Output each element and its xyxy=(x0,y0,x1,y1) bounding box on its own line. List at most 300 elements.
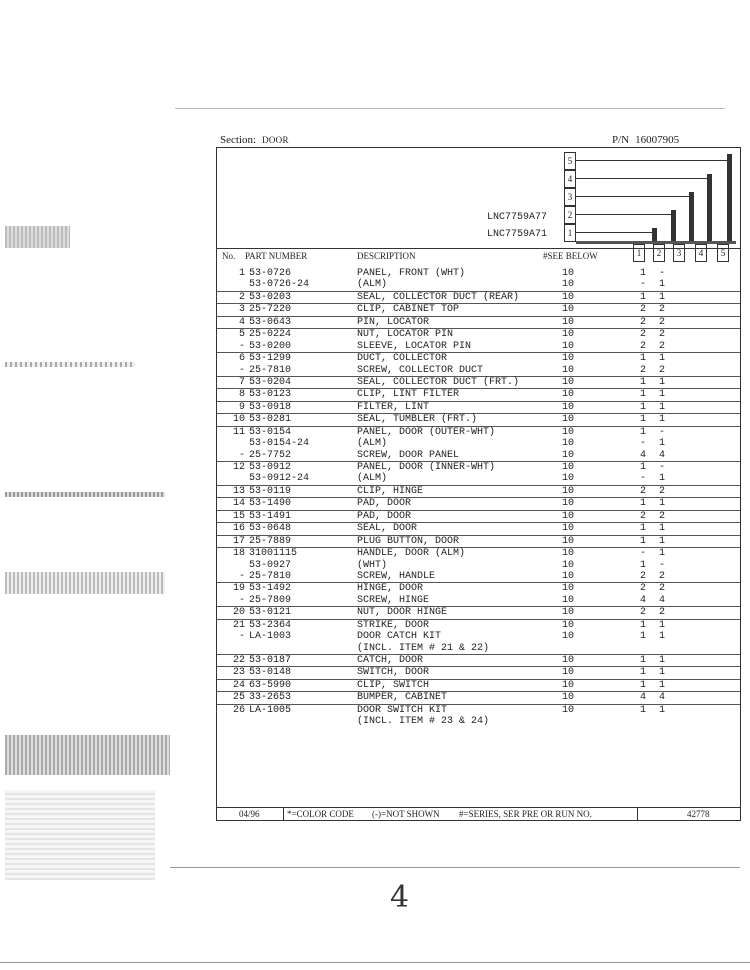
row-part-number: 25-7809 xyxy=(249,594,292,606)
footer-not-shown: (-)=NOT SHOWN xyxy=(372,809,440,819)
row-qty-1: 4 xyxy=(639,692,646,704)
row-see-below: 10 xyxy=(562,279,575,291)
row-item-number: 26 xyxy=(232,704,245,716)
col-header-description: DESCRIPTION xyxy=(357,251,416,261)
table-row xyxy=(217,279,740,290)
row-part-number: 53-0281 xyxy=(249,414,292,426)
row-qty-1: 1 xyxy=(639,376,646,388)
table-row xyxy=(217,461,740,473)
row-part-number: 25-7810 xyxy=(249,364,292,376)
row-see-below: 10 xyxy=(562,353,575,365)
row-see-below: 10 xyxy=(562,594,575,606)
row-part-number: 31001115 xyxy=(249,548,298,560)
row-description: (INCL. ITEM # 23 & 24) xyxy=(357,716,490,728)
row-description: SEAL, DOOR xyxy=(357,523,418,535)
row-qty-1: 1 xyxy=(639,353,646,365)
table-row xyxy=(217,316,740,328)
row-description: SEAL, TUMBLER (FRT.) xyxy=(357,414,478,426)
footer-divider xyxy=(637,808,638,820)
row-qty-1: 2 xyxy=(639,304,646,316)
row-item-number: 6 xyxy=(238,353,245,365)
row-see-below: 10 xyxy=(562,389,575,401)
row-part-number: 53-1299 xyxy=(249,353,292,365)
row-description: NUT, DOOR HINGE xyxy=(357,607,448,619)
row-description: CLIP, HINGE xyxy=(357,485,424,497)
row-item-number: - xyxy=(238,631,245,643)
row-qty-1: 1 xyxy=(639,401,646,413)
row-item-number: - xyxy=(238,594,245,606)
footer-doc-number: 42778 xyxy=(687,809,710,819)
col-header-see-below: #SEE BELOW xyxy=(543,251,598,261)
row-description: CLIP, SWITCH xyxy=(357,679,430,691)
row-description: PAD, DOOR xyxy=(357,510,412,522)
row-qty-2: 1 xyxy=(658,619,665,631)
step-bar xyxy=(707,174,712,244)
row-see-below: 10 xyxy=(562,426,575,438)
row-part-number: 53-0203 xyxy=(249,291,292,303)
row-part-number: 53-2364 xyxy=(249,619,292,631)
section-value: DOOR xyxy=(262,135,289,145)
row-qty-2: 1 xyxy=(658,376,665,388)
row-qty-1: - xyxy=(639,279,646,291)
table-row xyxy=(217,666,740,678)
row-see-below: 10 xyxy=(562,316,575,328)
row-part-number: 53-0726-24 xyxy=(249,279,310,291)
row-qty-1: 2 xyxy=(639,340,646,352)
table-row xyxy=(217,450,740,461)
row-item-number: 13 xyxy=(232,485,245,497)
scan-noise-4 xyxy=(5,572,165,594)
row-item-number: 8 xyxy=(238,389,245,401)
row-description: HANDLE, DOOR (ALM) xyxy=(357,548,466,560)
row-qty-2: 2 xyxy=(658,583,665,595)
row-part-number: LA-1005 xyxy=(249,704,292,716)
table-row xyxy=(217,522,740,534)
row-qty-1: - xyxy=(639,473,646,485)
table-row xyxy=(217,426,740,438)
table-row xyxy=(217,303,740,315)
table-row xyxy=(217,413,740,425)
row-description: (ALM) xyxy=(357,473,388,485)
row-qty-1: 1 xyxy=(639,462,646,473)
table-row xyxy=(217,268,740,279)
row-description: PANEL, DOOR (INNER-WHT) xyxy=(357,462,496,473)
pn-label: P/N xyxy=(612,134,630,146)
step-box: 2 xyxy=(564,206,576,224)
row-part-number: 53-0918 xyxy=(249,401,292,413)
row-qty-1: 2 xyxy=(639,329,646,341)
row-qty-2: 1 xyxy=(658,498,665,510)
table-row xyxy=(217,473,740,484)
row-qty-2: 1 xyxy=(658,414,665,426)
row-description: SLEEVE, LOCATOR PIN xyxy=(357,340,472,352)
row-qty-1: 1 xyxy=(639,535,646,547)
row-item-number: 18 xyxy=(232,548,245,560)
series-column-box: 3 xyxy=(673,244,685,262)
row-description: SEAL, COLLECTOR DUCT (FRT.) xyxy=(357,376,520,388)
row-see-below: 10 xyxy=(562,304,575,316)
table-row xyxy=(217,631,740,642)
row-item-number: 5 xyxy=(238,329,245,341)
section-label: Section: xyxy=(220,134,257,146)
row-description: PANEL, DOOR (OUTER-WHT) xyxy=(357,426,496,438)
row-item-number: 21 xyxy=(232,619,245,631)
row-qty-1: 2 xyxy=(639,607,646,619)
step-line xyxy=(576,196,691,197)
row-description: CATCH, DOOR xyxy=(357,655,424,666)
row-description: SCREW, HINGE xyxy=(357,594,430,606)
row-description: SEAL, COLLECTOR DUCT (REAR) xyxy=(357,291,520,303)
row-item-number: - xyxy=(238,364,245,376)
row-part-number: 53-0187 xyxy=(249,655,292,666)
table-row xyxy=(217,438,740,449)
scan-noise-6 xyxy=(5,790,155,880)
series-column-box: 1 xyxy=(633,244,645,262)
row-qty-1: 2 xyxy=(639,570,646,582)
row-item-number: 15 xyxy=(232,510,245,522)
row-part-number: 53-0200 xyxy=(249,340,292,352)
row-part-number: 53-0123 xyxy=(249,389,292,401)
footer-color-code: *=COLOR CODE xyxy=(287,809,354,819)
row-qty-1: 1 xyxy=(639,559,646,571)
scan-noise-1 xyxy=(5,226,70,248)
row-item-number: 1 xyxy=(238,268,245,279)
row-item-number: 4 xyxy=(238,316,245,328)
table-row xyxy=(217,485,740,497)
row-see-below: 10 xyxy=(562,631,575,643)
step-line xyxy=(576,178,709,179)
row-see-below: 10 xyxy=(562,291,575,303)
table-row xyxy=(217,401,740,413)
row-qty-1: 1 xyxy=(639,523,646,535)
row-qty-1: 2 xyxy=(639,510,646,522)
row-qty-1: 1 xyxy=(639,655,646,666)
row-see-below: 10 xyxy=(562,414,575,426)
row-qty-2: - xyxy=(658,426,665,438)
table-row xyxy=(217,716,740,727)
row-part-number: 53-0154-24 xyxy=(249,438,310,450)
row-qty-2: 1 xyxy=(658,667,665,679)
col-header-part-number: PART NUMBER xyxy=(245,251,308,261)
serial-step-graphic xyxy=(559,148,739,248)
row-qty-1: - xyxy=(639,438,646,450)
row-qty-2: 2 xyxy=(658,329,665,341)
row-description: (ALM) xyxy=(357,438,388,450)
row-see-below: 10 xyxy=(562,364,575,376)
row-see-below: 10 xyxy=(562,473,575,485)
table-row xyxy=(217,560,740,571)
table-row xyxy=(217,595,740,606)
row-description: FILTER, LINT xyxy=(357,401,430,413)
row-qty-2: 4 xyxy=(658,692,665,704)
row-qty-1: 2 xyxy=(639,316,646,328)
row-description: (WHT) xyxy=(357,559,388,571)
section-heading xyxy=(220,134,289,146)
row-part-number: 25-7889 xyxy=(249,535,292,547)
row-qty-1: 1 xyxy=(639,426,646,438)
parts-table-body xyxy=(217,268,740,728)
row-item-number: 24 xyxy=(232,679,245,691)
table-row xyxy=(217,328,740,340)
row-qty-2: 1 xyxy=(658,291,665,303)
table-row xyxy=(217,691,740,703)
row-qty-2: 2 xyxy=(658,340,665,352)
row-qty-1: 4 xyxy=(639,449,646,461)
row-qty-2: 4 xyxy=(658,449,665,461)
row-see-below: 10 xyxy=(562,329,575,341)
table-row xyxy=(217,365,740,376)
row-part-number: 53-0912 xyxy=(249,462,292,473)
row-qty-2: 1 xyxy=(658,401,665,413)
row-see-below: 10 xyxy=(562,559,575,571)
pn-value: 16007905 xyxy=(635,134,680,146)
row-qty-1: 1 xyxy=(639,679,646,691)
row-qty-2: 1 xyxy=(658,548,665,560)
scan-noise-3 xyxy=(5,492,165,497)
row-see-below: 10 xyxy=(562,535,575,547)
row-see-below: 10 xyxy=(562,268,575,279)
row-qty-2: 4 xyxy=(658,594,665,606)
row-see-below: 10 xyxy=(562,679,575,691)
row-qty-1: 1 xyxy=(639,389,646,401)
row-see-below: 10 xyxy=(562,523,575,535)
series-column-box: 5 xyxy=(717,244,729,262)
row-description: SCREW, COLLECTOR DUCT xyxy=(357,364,484,376)
row-part-number: LA-1003 xyxy=(249,631,292,643)
row-qty-1: 4 xyxy=(639,594,646,606)
row-part-number: 25-7810 xyxy=(249,570,292,582)
row-item-number: 14 xyxy=(232,498,245,510)
row-qty-2: 1 xyxy=(658,655,665,666)
row-item-number: 12 xyxy=(232,462,245,473)
row-part-number: 53-0121 xyxy=(249,607,292,619)
footer-series: #=SERIES, SER PRE OR RUN NO. xyxy=(459,809,592,819)
table-row xyxy=(217,352,740,364)
row-qty-2: 1 xyxy=(658,679,665,691)
row-qty-2: 2 xyxy=(658,510,665,522)
row-qty-2: 1 xyxy=(658,704,665,716)
row-qty-2: 1 xyxy=(658,473,665,485)
row-item-number: 10 xyxy=(232,414,245,426)
row-item-number: 25 xyxy=(232,692,245,704)
row-qty-2: - xyxy=(658,559,665,571)
row-qty-2: 2 xyxy=(658,304,665,316)
part-number-heading xyxy=(612,134,679,146)
column-header-row xyxy=(217,248,740,263)
step-line xyxy=(576,214,672,215)
row-item-number: 11 xyxy=(232,426,245,438)
row-description: NUT, LOCATOR PIN xyxy=(357,329,454,341)
table-row xyxy=(217,291,740,303)
scan-noise-2 xyxy=(5,362,135,367)
row-qty-2: 1 xyxy=(658,389,665,401)
row-see-below: 10 xyxy=(562,498,575,510)
row-qty-1: 1 xyxy=(639,414,646,426)
row-description: DOOR SWITCH KIT xyxy=(357,704,448,716)
row-qty-2: 2 xyxy=(658,316,665,328)
footer-legend xyxy=(217,807,740,820)
row-description: SWITCH, DOOR xyxy=(357,667,430,679)
row-part-number: 53-1490 xyxy=(249,498,292,510)
row-description: CLIP, LINT FILTER xyxy=(357,389,460,401)
scan-line-top xyxy=(175,108,725,109)
row-see-below: 10 xyxy=(562,510,575,522)
row-description: CLIP, CABINET TOP xyxy=(357,304,460,316)
row-qty-2: 2 xyxy=(658,570,665,582)
row-see-below: 10 xyxy=(562,548,575,560)
row-part-number: 53-0643 xyxy=(249,316,292,328)
row-description: HINGE, DOOR xyxy=(357,583,424,595)
row-see-below: 10 xyxy=(562,401,575,413)
row-part-number: 53-0648 xyxy=(249,523,292,535)
row-description: STRIKE, DOOR xyxy=(357,619,430,631)
row-item-number: 17 xyxy=(232,535,245,547)
table-row xyxy=(217,547,740,559)
row-qty-1: 1 xyxy=(639,631,646,643)
row-qty-1: 1 xyxy=(639,667,646,679)
step-bar xyxy=(727,154,732,244)
footer-divider xyxy=(283,808,284,820)
row-see-below: 10 xyxy=(562,583,575,595)
scan-noise-5 xyxy=(5,735,170,775)
table-row xyxy=(217,510,740,522)
table-row xyxy=(217,582,740,594)
row-description: PANEL, FRONT (WHT) xyxy=(357,268,466,279)
footer-date: 04/96 xyxy=(239,809,260,819)
series-column-box: 4 xyxy=(695,244,707,262)
table-row xyxy=(217,497,740,509)
row-part-number: 25-7220 xyxy=(249,304,292,316)
row-see-below: 10 xyxy=(562,438,575,450)
row-qty-2: 1 xyxy=(658,523,665,535)
step-box: 3 xyxy=(564,188,576,206)
row-description: PIN, LOCATOR xyxy=(357,316,430,328)
table-row xyxy=(217,643,740,654)
handwritten-page-number: 4 xyxy=(390,880,410,915)
row-item-number: 20 xyxy=(232,607,245,619)
row-item-number: - xyxy=(238,570,245,582)
row-qty-2: 1 xyxy=(658,438,665,450)
row-qty-1: 1 xyxy=(639,291,646,303)
row-see-below: 10 xyxy=(562,704,575,716)
row-part-number: 25-0224 xyxy=(249,329,292,341)
row-part-number: 33-2653 xyxy=(249,692,292,704)
row-description: PAD, DOOR xyxy=(357,498,412,510)
row-part-number: 53-0154 xyxy=(249,426,292,438)
row-description: BUMPER, CABINET xyxy=(357,692,448,704)
table-row xyxy=(217,571,740,582)
table-row xyxy=(217,341,740,352)
model-number: LNC7759A77 xyxy=(487,212,548,223)
row-item-number: 7 xyxy=(238,376,245,388)
step-box: 4 xyxy=(564,170,576,188)
row-qty-2: 1 xyxy=(658,631,665,643)
row-description: SCREW, HANDLE xyxy=(357,570,436,582)
table-row xyxy=(217,704,740,716)
row-see-below: 10 xyxy=(562,449,575,461)
row-see-below: 10 xyxy=(562,692,575,704)
row-description: (ALM) xyxy=(357,279,388,291)
row-item-number: 19 xyxy=(232,583,245,595)
row-item-number: - xyxy=(238,449,245,461)
table-row xyxy=(217,619,740,631)
row-part-number: 53-0927 xyxy=(249,559,292,571)
row-qty-2: 1 xyxy=(658,279,665,291)
row-item-number: - xyxy=(238,340,245,352)
step-bar xyxy=(671,210,676,244)
row-item-number: 2 xyxy=(238,291,245,303)
step-line xyxy=(576,160,729,161)
row-see-below: 10 xyxy=(562,570,575,582)
row-part-number: 53-0119 xyxy=(249,485,292,497)
row-part-number: 53-0912-24 xyxy=(249,473,310,485)
row-part-number: 53-0148 xyxy=(249,667,292,679)
row-qty-1: 1 xyxy=(639,268,646,279)
row-description: SCREW, DOOR PANEL xyxy=(357,449,460,461)
row-description: DUCT, COLLECTOR xyxy=(357,353,448,365)
row-see-below: 10 xyxy=(562,607,575,619)
row-part-number: 53-0726 xyxy=(249,268,292,279)
row-part-number: 63-5990 xyxy=(249,679,292,691)
step-box: 5 xyxy=(564,152,576,170)
row-see-below: 10 xyxy=(562,619,575,631)
table-row xyxy=(217,535,740,547)
row-qty-2: 2 xyxy=(658,485,665,497)
row-qty-1: 1 xyxy=(639,619,646,631)
row-part-number: 25-7752 xyxy=(249,449,292,461)
row-item-number: 23 xyxy=(232,667,245,679)
series-column-box: 2 xyxy=(653,244,665,262)
row-item-number: 22 xyxy=(232,655,245,666)
step-line xyxy=(576,232,654,233)
row-part-number: 53-1491 xyxy=(249,510,292,522)
row-see-below: 10 xyxy=(562,462,575,473)
row-see-below: 10 xyxy=(562,485,575,497)
row-qty-1: 1 xyxy=(639,498,646,510)
row-qty-2: 2 xyxy=(658,607,665,619)
row-part-number: 53-1492 xyxy=(249,583,292,595)
row-qty-2: 2 xyxy=(658,364,665,376)
table-row xyxy=(217,654,740,666)
row-qty-2: 1 xyxy=(658,353,665,365)
table-row xyxy=(217,388,740,400)
row-qty-1: 1 xyxy=(639,704,646,716)
row-qty-2: - xyxy=(658,462,665,473)
row-description: (INCL. ITEM # 21 & 22) xyxy=(357,642,490,654)
row-qty-1: 2 xyxy=(639,364,646,376)
table-row xyxy=(217,376,740,388)
step-bar xyxy=(689,192,694,244)
row-item-number: 9 xyxy=(238,401,245,413)
parts-list-frame xyxy=(216,147,741,821)
table-row xyxy=(217,679,740,691)
table-row xyxy=(217,606,740,618)
row-qty-1: 2 xyxy=(639,583,646,595)
row-qty-1: 2 xyxy=(639,485,646,497)
row-item-number: 16 xyxy=(232,523,245,535)
model-number: LNC7759A71 xyxy=(487,229,548,240)
step-box: 1 xyxy=(564,224,576,242)
row-item-number: 3 xyxy=(238,304,245,316)
row-see-below: 10 xyxy=(562,376,575,388)
row-qty-2: 1 xyxy=(658,535,665,547)
row-see-below: 10 xyxy=(562,655,575,666)
scan-line-page-bottom xyxy=(0,962,750,963)
row-description: DOOR CATCH KIT xyxy=(357,631,442,643)
row-qty-1: - xyxy=(639,548,646,560)
col-header-no: No. xyxy=(222,251,236,261)
row-see-below: 10 xyxy=(562,340,575,352)
